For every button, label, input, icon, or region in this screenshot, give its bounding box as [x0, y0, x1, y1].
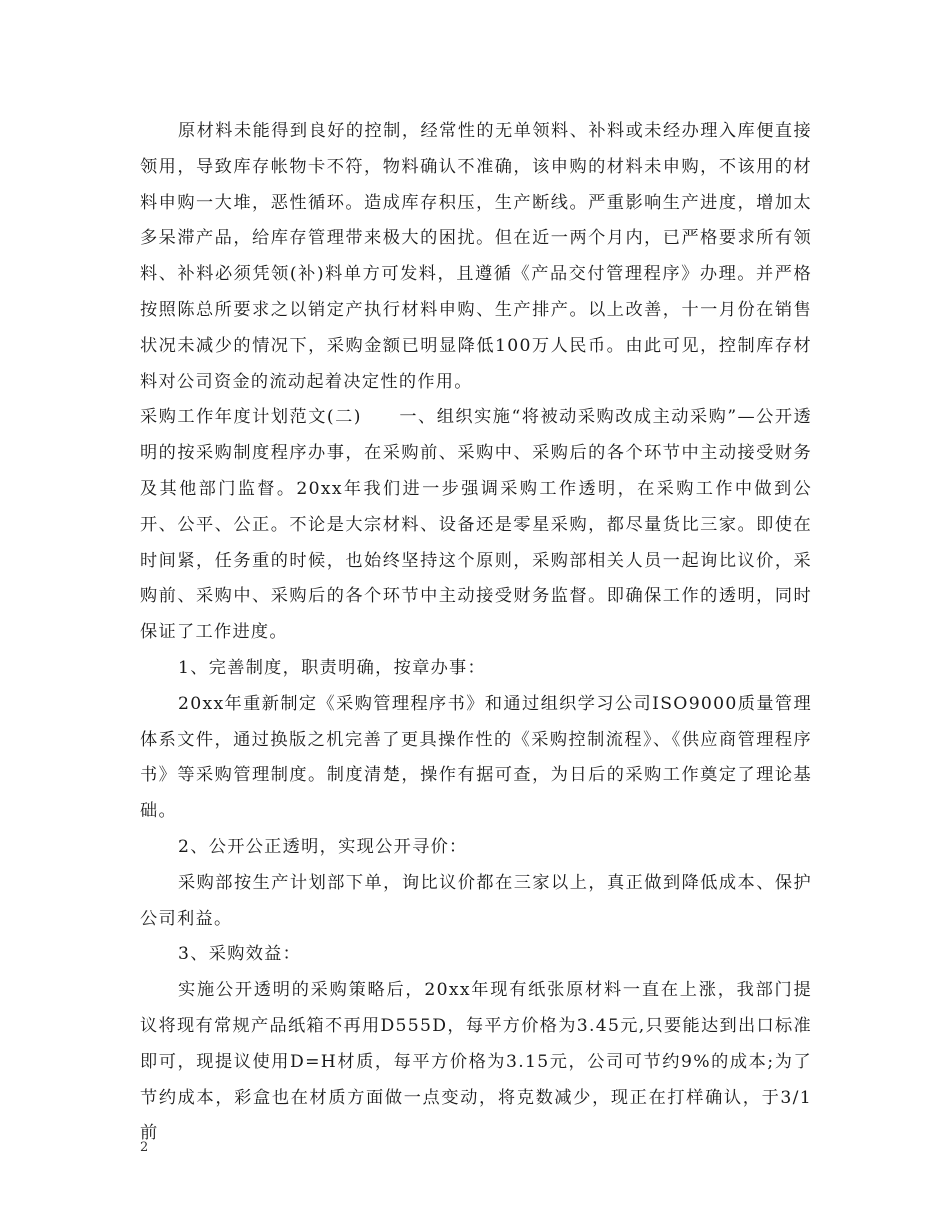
page-number: 2 — [140, 1140, 149, 1155]
heading-improve-system: 1、完善制度，职责明确，按章办事： — [178, 657, 487, 678]
paragraph-open-transparent: 采购部按生产计划部下单，询比议价都在三家以上，真正做到降低成本、保护公司利益。 — [140, 872, 812, 929]
paragraph-purchasing-benefit: 实施公开透明的采购策略后，20xx年现有纸张原材料一直在上涨，我部门提议将现有常规产品纸箱不再用D555D，每平方价格为3.45元,只要能达到出口标准即可，现提议使用D=H材质，每平方价格为3.15元，公司可节约9%的成本;为了节约成本，彩盒也在材质方面做一点变动，将克数减少，现正在打样确认，于3/1前 — [140, 980, 812, 1144]
heading-purchasing-benefit: 3、采购效益： — [178, 944, 302, 965]
paragraph-inventory-control: 原材料未能得到良好的控制，经常性的无单领料、补料或未经办理入库便直接领用，导致库存帐物卡不符，物料确认不准确，该申购的材料未申购，不该用的材料申购一大堆，恶性循环。造成库存积压，生产断线。严重影响生产进度，增加太多呆滞产品，给库存管理带来极大的困扰。但在近一两个月内，已严格要求所有领料、补料必须凭领(补)料单方可发料，且遵循《产品交付管理程序》办理。并严格按照陈总所要求之以销定产执行材料申购、生产排产。以上改善，十一月份在销售状况未减少的情况下，采购金额已明显降低100万人民币。由此可见，控制库存材料对公司资金的流动起着决定性的作用。 — [140, 121, 812, 392]
paragraph-plan-section-two: 采购工作年度计划范文(二) 一、组织实施“将被动采购改成主动采购”—公开透明的按采购制度程序办事，在采购前、采购中、采购后的各个环节中主动接受财务及其他部门监督。20xx年我们进一步强调采购工作透明，在采购工作中做到公开、公平、公正。不论是大宗材料、设备还是零星采购，都尽量货比三家。即使在时间紧，任务重的时候，也始终坚持这个原则，采购部相关人员一起询比议价，采购前、采购中、采购后的各个环节中主动接受财务监督。即确保工作的透明，同时保证了工作进度。 — [140, 407, 812, 643]
paragraph-improve-system: 20xx年重新制定《采购管理程序书》和通过组织学习公司ISO9000质量管理体系文件，通过换版之机完善了更具操作性的《采购控制流程》、《供应商管理程序书》等采购管理制度。制度清楚，操作有据可查，为日后的采购工作奠定了理论基础。 — [140, 693, 812, 822]
document-body — [140, 114, 812, 1152]
heading-open-transparent: 2、公开公正透明，实现公开寻价： — [178, 836, 468, 857]
